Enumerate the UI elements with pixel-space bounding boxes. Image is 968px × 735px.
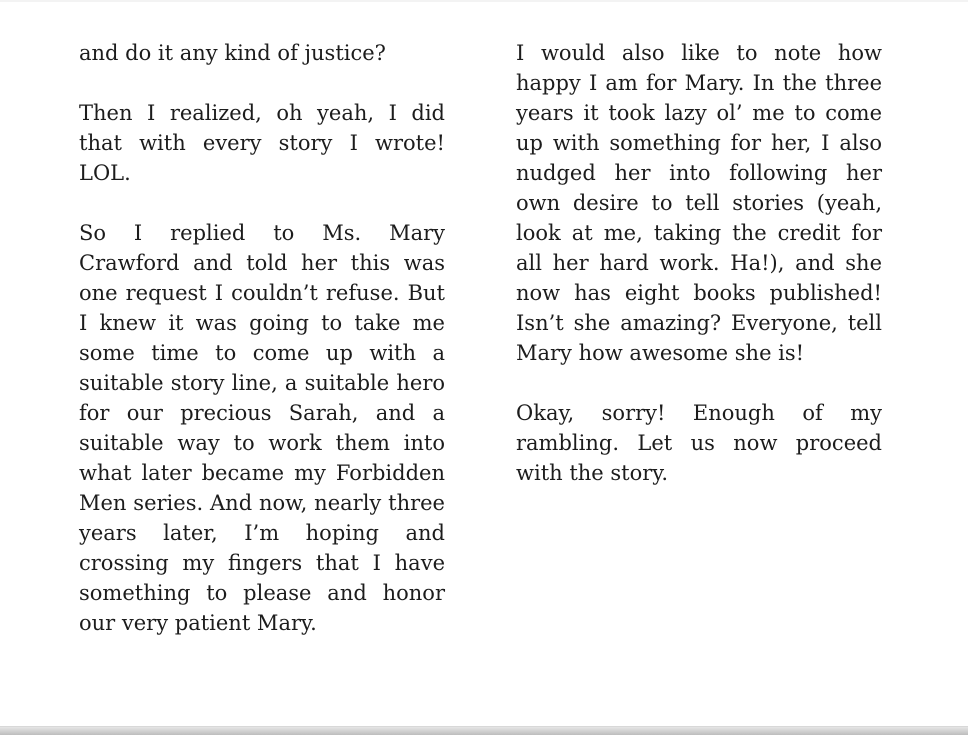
paragraph: I would also like to note how happy I am for Mary. In the three years it took lazy ol’ me to come up with something for her, I also nudged her into following her own desire to tell stories (yeah, look at me, taking the credit for all her hard work. Ha!), and she now has eight books published! Isn’t she amazing? Everyone, tell Mary how awesome she is! bbox=[516, 41, 882, 365]
right-text-column bbox=[516, 38, 882, 518]
top-edge bbox=[0, 0, 968, 2]
paragraph: So I replied to Ms. Mary Crawford and told her this was one request I couldn’t refuse. But I knew it was going to take me some time to come up with a suitable story line, a suitable hero for our precious Sarah, and a suitable way to work them into what later became my Forbidden Men series. And now, nearly three years later, I’m hoping and crossing my fingers that I have something to please and honor our very patient Mary. bbox=[79, 221, 445, 635]
left-text-column bbox=[79, 38, 445, 668]
paragraph: and do it any kind of justice? bbox=[79, 41, 386, 65]
paragraph: Then I realized, oh yeah, I did that with every story I wrote! LOL. bbox=[79, 101, 445, 185]
paragraph: Okay, sorry! Enough of my rambling. Let us now proceed with the story. bbox=[516, 401, 882, 485]
